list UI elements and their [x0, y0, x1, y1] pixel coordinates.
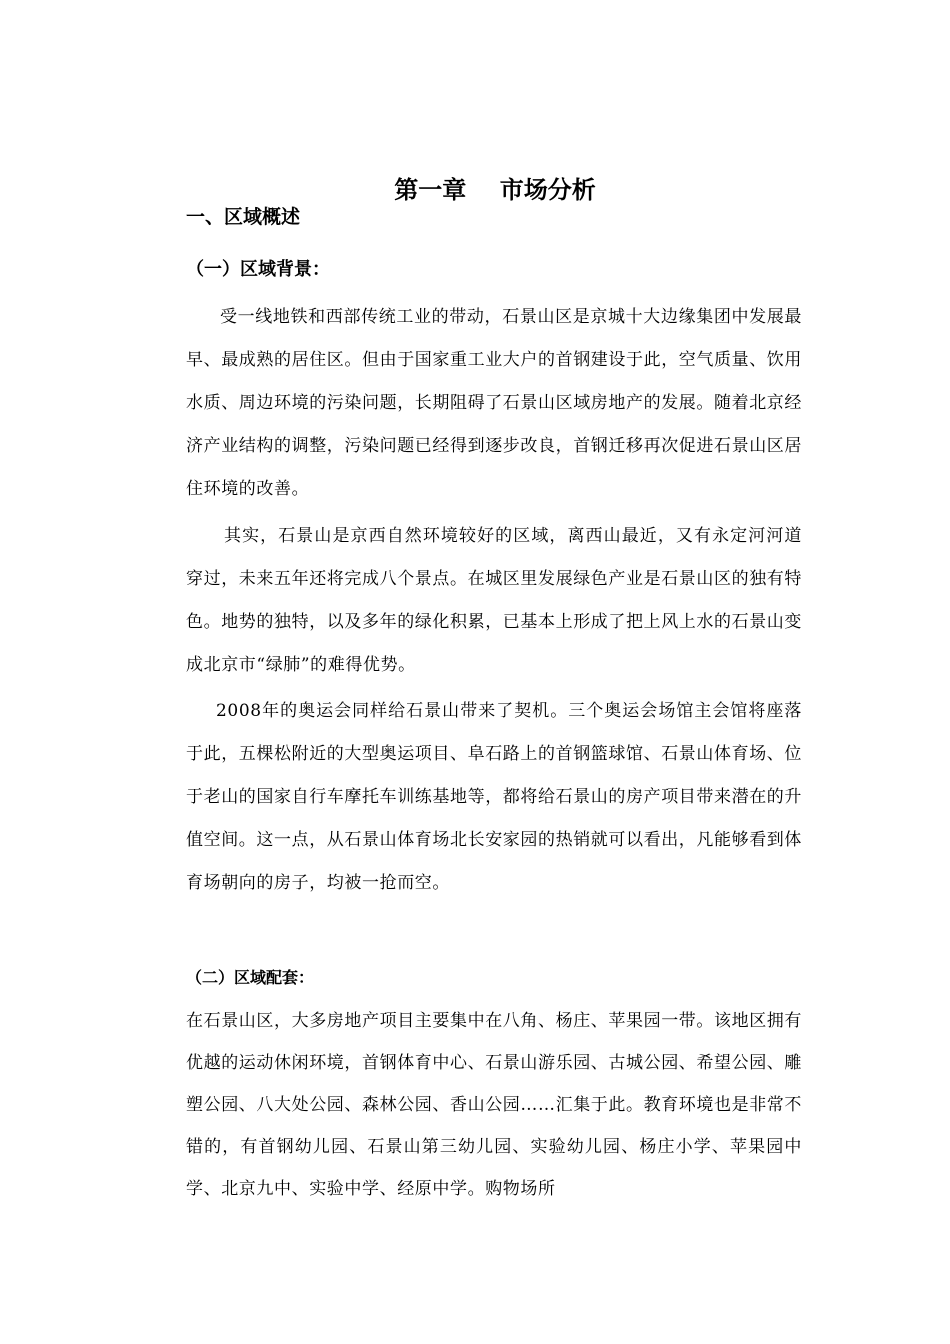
paragraph-background-1: 受一线地铁和西部传统工业的带动，石景山区是京城十大边缘集团中发展最早、最成熟的居住区。但由于国家重工业大户的首钢建设于此，空气质量、饮用水质、周边环境的污染问题，长期阻碍了石景山区域房地产的发展。随着北京经济产业结构的调整，污染问题已经得到逐步改良，首钢迁移再次促进石景山区居住环境的改善。	[186, 307, 802, 499]
subsection-title-background: （一）区域背景：	[186, 259, 330, 280]
paragraph-background-2: 其实，石景山是京西自然环境较好的区域，离西山最近，又有永定河河道穿过，未来五年还将完成八个景点。在城区里发展绿色产业是石景山区的独有特色。地势的独特，以及多年的绿化积累，已基本上形成了把上风上水的石景山变成北京市“绿肺”的难得优势。	[186, 526, 802, 675]
paragraph-background-3: 2008年的奥运会同样给石景山带来了契机。三个奥运会场馆主会馆将座落于此，五棵松附近的大型奥运项目、阜石路上的首钢篮球馆、石景山体育场、位于老山的国家自行车摩托车训练基地等，都将给石景山的房产项目带来潜在的升值空间。这一点，从石景山体育场北长安家园的热销就可以看出，凡能够看到体育场朝向的房子，均被一抢而空。	[186, 701, 802, 893]
section-title: 一、区域概述	[186, 206, 301, 228]
chapter-title: 第一章 市场分析	[394, 175, 596, 204]
paragraph-facilities: 在石景山区，大多房地产项目主要集中在八角、杨庄、苹果园一带。该地区拥有优越的运动休闲环境，首钢体育中心、石景山游乐园、古城公园、希望公园、雕塑公园、八大处公园、森林公园、香山公园……汇集于此。教育环境也是非常不错的，有首钢幼儿园、石景山第三幼儿园、实验幼儿园、杨庄小学、苹果园中学、北京九中、实验中学、经原中学。购物场所	[186, 1011, 802, 1199]
subsection-title-facilities: （二）区域配套：	[186, 968, 315, 987]
